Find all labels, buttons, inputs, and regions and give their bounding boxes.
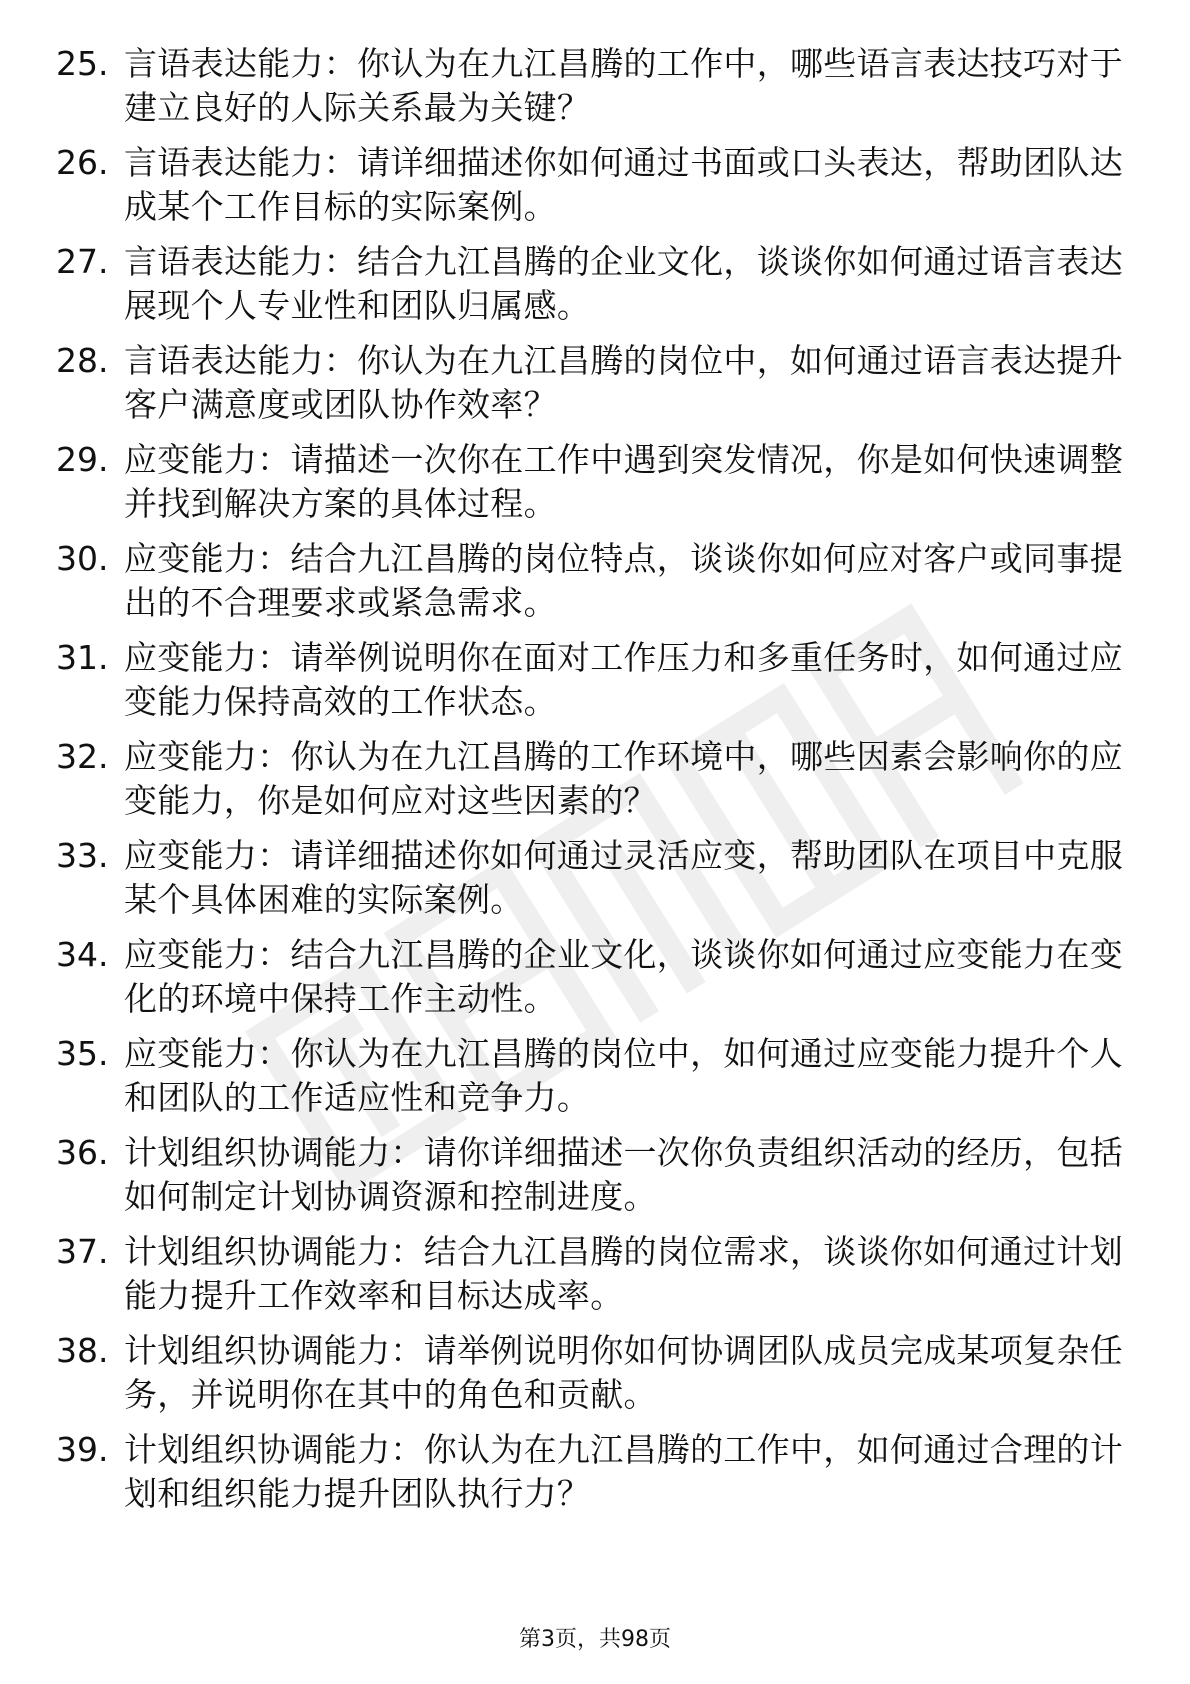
question-number: 29.: [56, 440, 109, 479]
question-text: 应变能力：你认为在九江昌腾的工作环境中，哪些因素会影响你的应变能力，你是如何应对这些因素的？: [124, 737, 1123, 820]
question-number: 34.: [56, 935, 109, 974]
question-text: 应变能力：结合九江昌腾的企业文化，谈谈你如何通过应变能力在变化的环境中保持工作主动性。: [124, 935, 1123, 1018]
question-item: [56, 636, 1136, 735]
question-list: [56, 42, 1136, 1527]
question-item: [56, 1329, 1136, 1428]
question-text: 言语表达能力：请详细描述你如何通过书面或口头表达，帮助团队达成某个工作目标的实际案例。: [124, 143, 1123, 226]
question-item: [56, 1131, 1136, 1230]
question-text: 应变能力：你认为在九江昌腾的岗位中，如何通过应变能力提升个人和团队的工作适应性和竞争力。: [124, 1034, 1123, 1117]
question-text: 应变能力：请描述一次你在工作中遇到突发情况，你是如何快速调整并找到解决方案的具体过程。: [124, 440, 1123, 523]
question-item: [56, 1230, 1136, 1329]
question-text: 应变能力：请详细描述你如何通过灵活应变，帮助团队在项目中克服某个具体困难的实际案例。: [124, 836, 1123, 919]
question-text: 言语表达能力：结合九江昌腾的企业文化，谈谈你如何通过语言表达展现个人专业性和团队归属感。: [124, 242, 1123, 325]
question-item: [56, 141, 1136, 240]
question-item: [56, 735, 1136, 834]
question-item: [56, 42, 1136, 141]
question-number: 39.: [56, 1430, 109, 1469]
question-number: 33.: [56, 836, 109, 875]
question-number: 38.: [56, 1331, 109, 1370]
question-number: 26.: [56, 143, 109, 182]
question-number: 28.: [56, 341, 109, 380]
question-number: 35.: [56, 1034, 109, 1073]
question-number: 36.: [56, 1133, 109, 1172]
question-item: [56, 438, 1136, 537]
question-number: 32.: [56, 737, 109, 776]
question-text: 言语表达能力：你认为在九江昌腾的岗位中，如何通过语言表达提升客户满意度或团队协作效率？: [124, 341, 1123, 424]
question-item: [56, 933, 1136, 1032]
question-item: [56, 537, 1136, 636]
question-item: [56, 1428, 1136, 1527]
question-item: [56, 339, 1136, 438]
question-text: 言语表达能力：你认为在九江昌腾的工作中，哪些语言表达技巧对于建立良好的人际关系最为关键？: [124, 44, 1123, 127]
question-text: 计划组织协调能力：结合九江昌腾的岗位需求，谈谈你如何通过计划能力提升工作效率和目标达成率。: [124, 1232, 1123, 1315]
question-item: [56, 834, 1136, 933]
question-text: 计划组织协调能力：请你详细描述一次你负责组织活动的经历，包括如何制定计划协调资源和控制进度。: [124, 1133, 1123, 1216]
question-text: 计划组织协调能力：你认为在九江昌腾的工作中，如何通过合理的计划和组织能力提升团队执行力？: [124, 1430, 1123, 1513]
question-number: 27.: [56, 242, 109, 281]
question-number: 25.: [56, 44, 109, 83]
question-text: 应变能力：请举例说明你在面对工作压力和多重任务时，如何通过应变能力保持高效的工作状态。: [124, 638, 1123, 721]
question-number: 30.: [56, 539, 109, 578]
page-footer: 第3页，共98页: [519, 1627, 671, 1652]
question-number: 37.: [56, 1232, 109, 1271]
question-item: [56, 1032, 1136, 1131]
question-text: 计划组织协调能力：请举例说明你如何协调团队成员完成某项复杂任务，并说明你在其中的角色和贡献。: [124, 1331, 1123, 1414]
question-text: 应变能力：结合九江昌腾的岗位特点，谈谈你如何应对客户或同事提出的不合理要求或紧急需求。: [124, 539, 1123, 622]
question-item: [56, 240, 1136, 339]
question-number: 31.: [56, 638, 109, 677]
